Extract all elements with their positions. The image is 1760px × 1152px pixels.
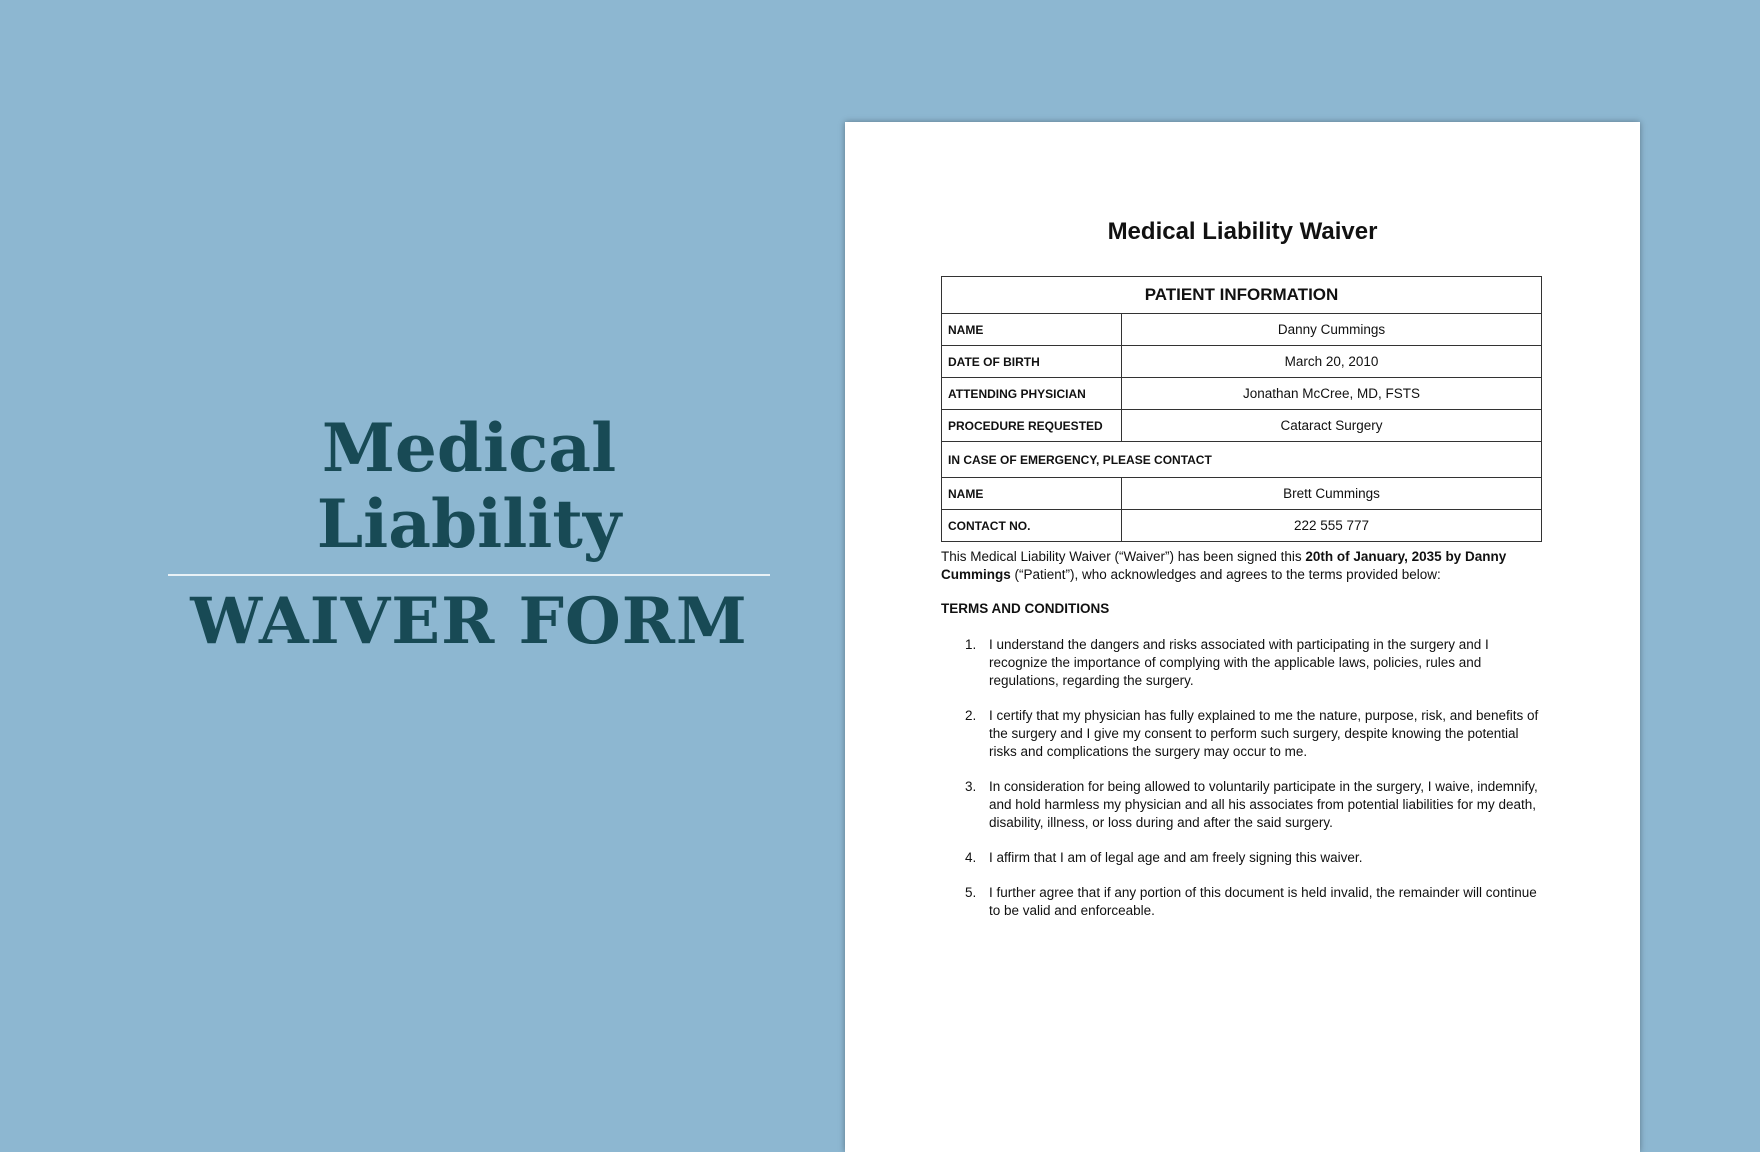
row-label-dob: DATE OF BIRTH [942,346,1122,378]
hero-title [168,410,770,660]
hero-title-line1: Medical Liability [316,409,622,563]
term-number: 3. [965,779,977,794]
term-number: 1. [965,637,977,652]
term-number: 2. [965,708,977,723]
intro-text-1: This Medical Liability Waiver (“Waiver”) has been signed this [941,549,1306,564]
term-text: In consideration for being allowed to voluntarily participate in the surgery, I waive, indemnify, and hold harmless my physician and all his associates from potential liabilities for my death, disability, illness, or loss during and after the said surgery. [989,779,1538,830]
table-row [942,478,1542,510]
list-item [941,778,1547,832]
row-label-contact-name: NAME [942,478,1122,510]
term-number: 5. [965,885,977,900]
table-row [942,510,1542,542]
term-text: I certify that my physician has fully explained to me the nature, purpose, risk, and benefits of the surgery and I give my consent to perform such surgery, despite knowing the potential risks and complications the surgery may occur to me. [989,708,1539,759]
table-row [942,442,1542,478]
terms-heading: TERMS AND CONDITIONS [941,601,1110,616]
list-item [941,636,1547,690]
row-label-procedure: PROCEDURE REQUESTED [942,410,1122,442]
table-row [942,346,1542,378]
row-value-name: Danny Cummings [1122,314,1542,346]
list-item [941,707,1547,761]
table-row [942,378,1542,410]
row-value-contact-name: Brett Cummings [1122,478,1542,510]
term-number: 4. [965,850,977,865]
patient-info-table [941,276,1542,542]
term-text: I understand the dangers and risks associated with participating in the surgery and I recognize the importance of complying with the applicable laws, policies, rules and regulations, regarding the surgery. [989,637,1489,688]
document-title: Medical Liability Waiver [1107,218,1378,245]
row-label-contact-no: CONTACT NO. [942,510,1122,542]
intro-text-2: (“Patient”), who acknowledges and agrees to the terms provided below: [1010,567,1441,582]
term-text: I affirm that I am of legal age and am freely signing this waiver. [989,850,1363,865]
row-value-physician: Jonathan McCree, MD, FSTS [1122,378,1542,410]
intro-paragraph [941,548,1543,584]
row-label-physician: ATTENDING PHYSICIAN [942,378,1122,410]
table-row [942,410,1542,442]
hero-divider [168,574,770,576]
list-item [941,849,1547,867]
table-heading: PATIENT INFORMATION [942,277,1542,314]
intro-signing-date: 20th of January, 2035 by Danny Cummings [941,549,1507,582]
row-label-name: NAME [942,314,1122,346]
table-row [942,314,1542,346]
terms-list [941,636,1547,937]
document-page [845,122,1640,1152]
row-value-dob: March 20, 2010 [1122,346,1542,378]
row-value-contact-no: 222 555 777 [1122,510,1542,542]
term-text: I further agree that if any portion of this document is held invalid, the remainder will continue to be valid and enforceable. [989,885,1537,918]
list-item [941,884,1547,920]
emergency-contact-label: IN CASE OF EMERGENCY, PLEASE CONTACT [942,442,1542,478]
row-value-procedure: Cataract Surgery [1122,410,1542,442]
hero-title-line2: WAIVER FORM [190,584,748,659]
